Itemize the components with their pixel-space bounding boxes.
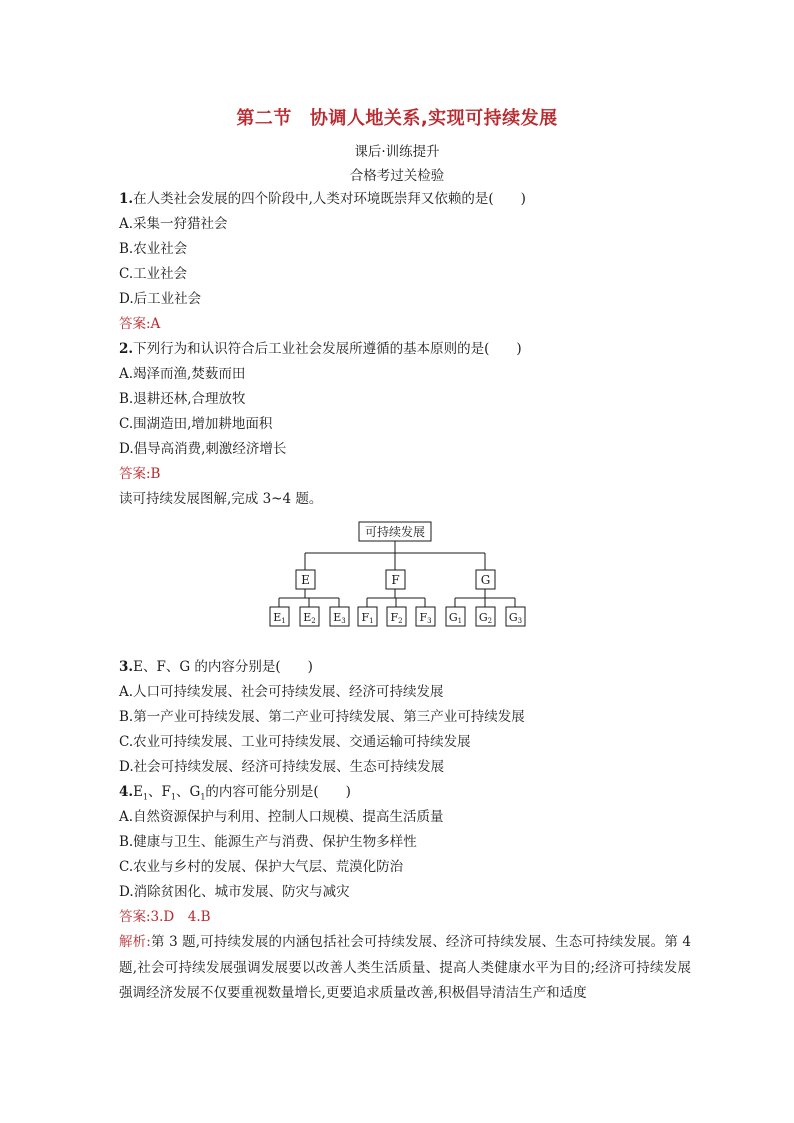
question-4-stem: $4.E_1$、$F_1$、$G_1$的内容可能分别是( ) xyxy=(119,784,351,802)
subheading-practice: 课后·训练提升 xyxy=(354,144,440,160)
question-3-option-c: C.农业可持续发展、工业可持续发展、交通运输可持续发展 xyxy=(119,734,471,750)
title-main: 协调人地关系,实现可持续发展 xyxy=(309,108,558,129)
question-1-option-c: C.工业社会 xyxy=(119,266,188,282)
diagram-label-e1: E1 xyxy=(273,611,286,625)
question-4-option-c: C.农业与乡村的发展、保护大气层、荒漠化防治 xyxy=(119,859,404,875)
question-1-stem: 1.在人类社会发展的四个阶段中,人类对环境既崇拜又依赖的是( ) xyxy=(119,191,526,207)
question-4-option-b: B.健康与卫生、能源生产与消费、保护生物多样性 xyxy=(119,834,417,850)
question-2-option-c: C.围湖造田,增加耕地面积 xyxy=(119,416,273,432)
diagram-root-label: 可持续发展 xyxy=(364,525,426,539)
diagram-label-f: F xyxy=(391,573,400,587)
explanation-text: 第 3 题,可持续发展的内涵包括社会可持续发展、经济可持续发展、生态可持续发展。第 4 题,社会可持续发展强调发展要以改善人类生活质量、提高人类健康水平为目的;经济可持续发展强调经济发展不仅要重视数量增长,更要追求质量改善,积极倡导清洁生产和适度 xyxy=(119,934,691,1001)
question-1-answer: 答案:A xyxy=(119,316,161,332)
question-4-option-a: A.自然资源保护与利用、控制人口规模、提高生活质量 xyxy=(119,809,444,825)
question-4-option-d: D.消除贫困化、城市发展、防灾与减灾 xyxy=(119,884,350,900)
explanation-label: 解析: xyxy=(119,934,151,950)
diagram-label-e2: E2 xyxy=(303,611,316,625)
question-1-option-a: A.采集一狩猎社会 xyxy=(119,216,228,232)
diagram-label-g3: G3 xyxy=(508,611,523,625)
question-2-option-a: A.竭泽而渔,焚薮而田 xyxy=(119,366,246,382)
explanation-paragraph xyxy=(119,930,691,1007)
question-3-stem: 3.E、F、G 的内容分别是( ) xyxy=(119,659,313,675)
diagram-label-g1: G1 xyxy=(448,611,463,625)
diagram-label-f2: F2 xyxy=(390,611,403,625)
diagram-label-f3: F3 xyxy=(419,611,432,625)
question-3-option-b: B.第一产业可持续发展、第二产业可持续发展、第三产业可持续发展 xyxy=(119,709,525,725)
question-2-stem: 2.下列行为和认识符合后工业社会发展所遵循的基本原则的是( ) xyxy=(119,341,522,357)
content-body xyxy=(119,187,689,1007)
question-3-option-a: A.人口可持续发展、社会可持续发展、经济可持续发展 xyxy=(119,684,444,700)
diagram-label-e3: E3 xyxy=(333,611,346,625)
diagram-label-e: E xyxy=(301,573,310,587)
title-section: 第二节 xyxy=(236,108,292,129)
page-title xyxy=(0,104,794,130)
question-1-option-b: B.农业社会 xyxy=(119,241,188,257)
diagram-label-f1: F1 xyxy=(361,611,374,625)
question-3-option-d: D.社会可持续发展、经济可持续发展、生态可持续发展 xyxy=(119,759,445,775)
question-2-option-b: B.退耕还林,合理放牧 xyxy=(119,391,246,407)
question-2-answer: 答案:B xyxy=(119,466,161,482)
diagram-svg xyxy=(119,512,689,655)
subheading-exam-check: 合格考过关检验 xyxy=(349,168,445,184)
diagram-label-g2: G2 xyxy=(478,611,493,625)
diagram-label-g: G xyxy=(480,573,491,587)
sustainability-diagram xyxy=(119,512,689,655)
question-2-option-d: D.倡导高消费,刺激经济增长 xyxy=(119,441,287,457)
question-1-option-d: D.后工业社会 xyxy=(119,291,202,307)
diagram-intro: 读可持续发展图解,完成 3~4 题。 xyxy=(119,491,323,507)
question-3-4-answer: 答案:3.D 4.B xyxy=(119,909,211,925)
